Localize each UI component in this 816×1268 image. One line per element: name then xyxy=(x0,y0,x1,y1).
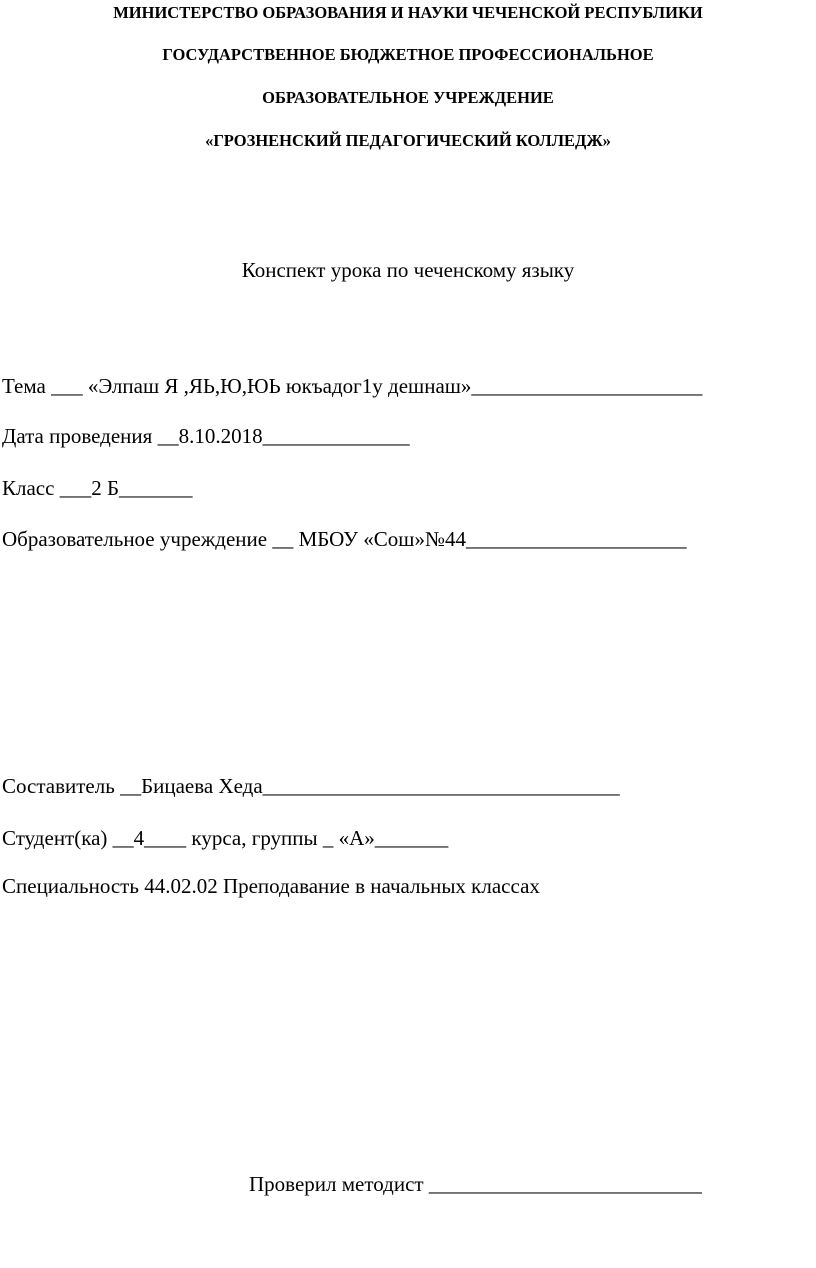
institution-type-line-2: ОБРАЗОВАТЕЛЬНОЕ УЧРЕЖДЕНИЕ xyxy=(262,88,554,107)
ministry-name: МИНИСТЕРСТВО ОБРАЗОВАНИЯ И НАУКИ ЧЕЧЕНСКОЙ РЕСПУБЛИКИ xyxy=(113,3,703,22)
topic-field: Тема ___ «Элпаш Я ,ЯЬ,Ю,ЮЬ юкъадог1у дешнаш»______________________ xyxy=(2,374,703,398)
institution-type-line: ГОСУДАРСТВЕННОЕ БЮДЖЕТНОЕ ПРОФЕССИОНАЛЬНОЕ xyxy=(162,45,654,64)
date-field: Дата проведения __8.10.2018______________ xyxy=(2,424,410,448)
student-field: Студент(ка) __4____ курса, группы _ «А»_______ xyxy=(2,826,449,850)
reviewer-signature-line: Проверил методист __________________________ xyxy=(249,1172,702,1196)
school-field: Образовательное учреждение __ МБОУ «Сош»№44_____________________ xyxy=(2,527,687,551)
document-title: Конспект урока по чеченскому языку xyxy=(241,258,575,282)
class-field: Класс ___2 Б_______ xyxy=(2,476,193,500)
specialty-field: Специальность 44.02.02 Преподавание в начальных классах xyxy=(2,874,540,898)
author-field: Составитель __Бицаева Хеда__________________________________ xyxy=(2,774,620,798)
college-name: «ГРОЗНЕНСКИЙ ПЕДАГОГИЧЕСКИЙ КОЛЛЕДЖ» xyxy=(205,131,611,150)
